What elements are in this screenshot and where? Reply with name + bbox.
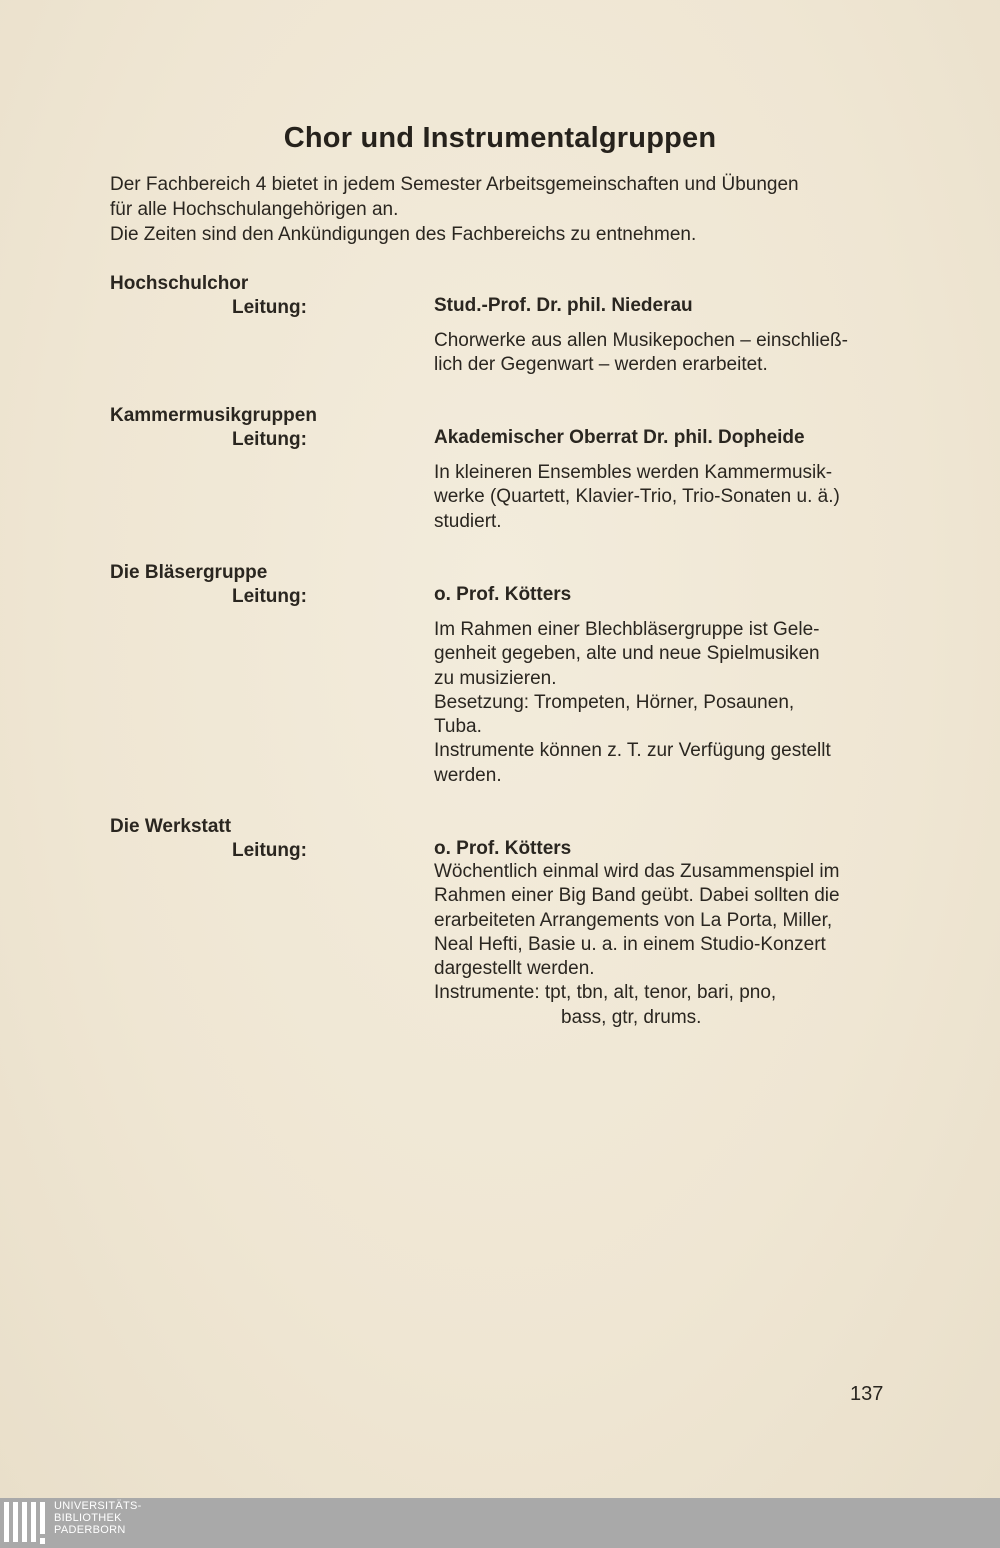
leitung-name: Stud.-Prof. Dr. phil. Niederau [434, 295, 693, 316]
page-title: Chor und Instrumentalgruppen [283, 122, 717, 154]
logo-line: UNIVERSITÄTS- [54, 1500, 142, 1512]
library-footer-bar [0, 1498, 1000, 1548]
description-line: genheit gegeben, alte und neue Spielmusiken [434, 643, 820, 665]
leitung-label: Leitung: [232, 840, 307, 861]
leitung-label: Leitung: [232, 586, 307, 607]
section-name-werkstatt: Die Werkstatt [110, 816, 232, 837]
description-line: lich der Gegenwart – werden erarbeitet. [434, 354, 768, 376]
description-line: Wöchentlich einmal wird das Zusammenspiel im [434, 861, 840, 882]
description-line: studiert. [434, 510, 502, 532]
description-line: bass, gtr, drums. [561, 1006, 702, 1028]
leitung-name: o. Prof. Kötters [434, 584, 572, 605]
section-description [434, 461, 894, 534]
description-line: Tuba. [434, 716, 482, 738]
description-line: werke (Quartett, Klavier-Trio, Trio-Sonaten u. ä.) [434, 486, 840, 508]
description-line: Rahmen einer Big Band geübt. Dabei sollten die [434, 885, 840, 907]
description-line: erarbeiteten Arrangements von La Porta, Miller, [434, 909, 833, 931]
section-name-kammermusikgruppen: Kammermusikgruppen [110, 405, 317, 426]
description-line: zu musizieren. [434, 667, 557, 689]
description-line: dargestellt werden. [434, 958, 595, 980]
leitung-label: Leitung: [232, 429, 307, 450]
description-line: werden. [434, 764, 502, 786]
intro-paragraph [110, 172, 900, 247]
leitung-label: Leitung: [232, 297, 307, 318]
logo-line: PADERBORN [54, 1524, 126, 1536]
intro-line: Der Fachbereich 4 bietet in jedem Semester Arbeitsgemeinschaften und Übungen [110, 174, 799, 195]
intro-line: für alle Hochschulangehörigen an. [110, 199, 399, 220]
leitung-name: o. Prof. Kötters [434, 838, 572, 859]
page-number: 137 [850, 1383, 884, 1405]
section-description [434, 618, 894, 788]
description-line: Neal Hefti, Basie u. a. in einem Studio-Konzert [434, 933, 826, 955]
description-line: Instrumente: tpt, tbn, alt, tenor, bari, pno, [434, 982, 777, 1004]
section-description [434, 860, 894, 1030]
description-line: Chorwerke aus allen Musikepochen – einschließ- [434, 330, 848, 351]
section-description [434, 329, 894, 378]
logo-line: BIBLIOTHEK [54, 1512, 122, 1524]
description-line: Instrumente können z. T. zur Verfügung gestellt [434, 740, 831, 762]
section-name-hochschulchor: Hochschulchor [110, 273, 249, 294]
intro-line: Die Zeiten sind den Ankündigungen des Fachbereichs zu entnehmen. [110, 224, 697, 245]
description-line: In kleineren Ensembles werden Kammermusik- [434, 462, 833, 483]
section-name-blaesergruppe: Die Bläsergruppe [110, 562, 268, 583]
library-logo-text [54, 1500, 142, 1536]
description-line: Besetzung: Trompeten, Hörner, Posaunen, [434, 691, 795, 713]
description-line: Im Rahmen einer Blechbläsergruppe ist Gele- [434, 619, 820, 640]
leitung-name: Akademischer Oberrat Dr. phil. Dopheide [434, 427, 805, 448]
library-logo-icon [4, 1502, 46, 1546]
